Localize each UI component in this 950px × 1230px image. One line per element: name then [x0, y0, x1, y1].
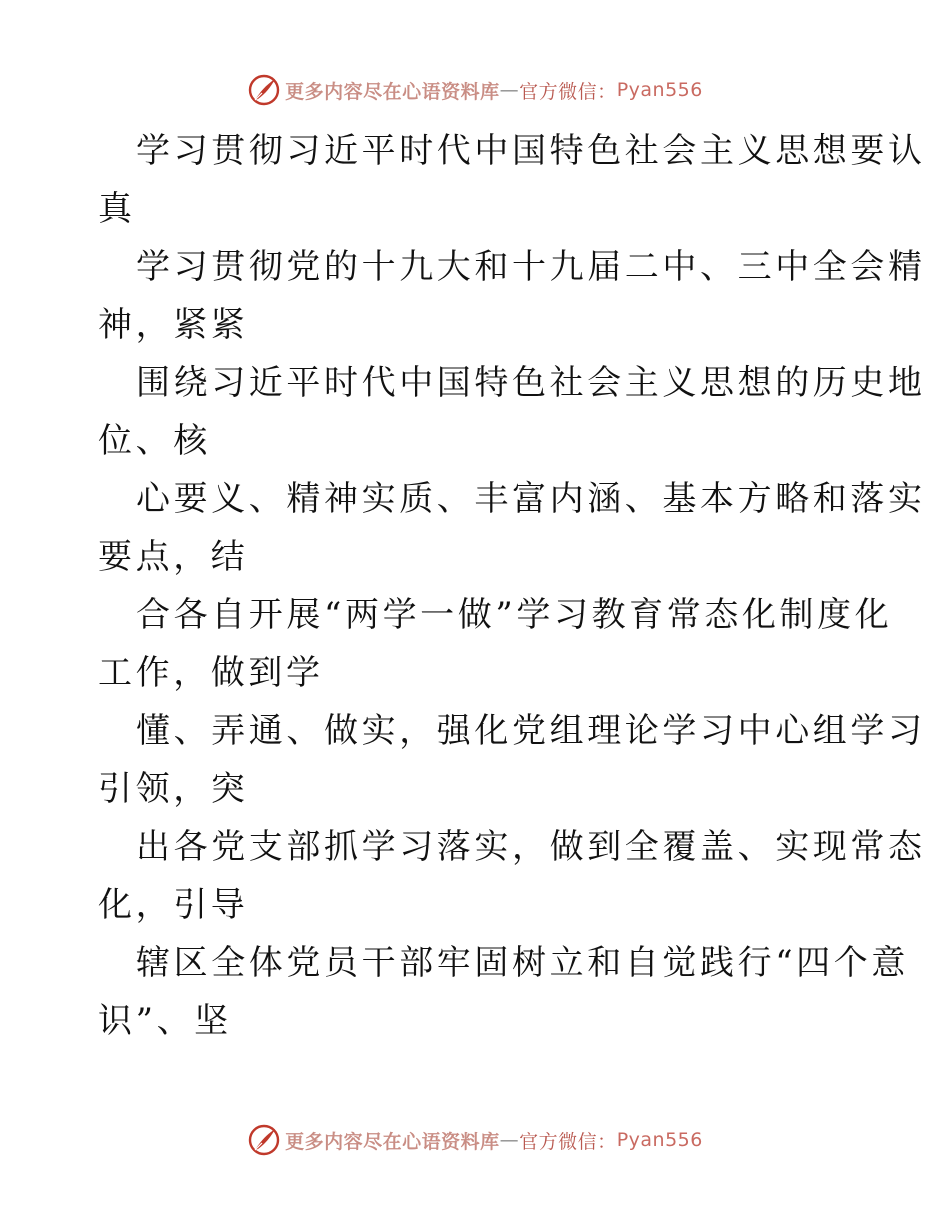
text-line: 真 [98, 189, 136, 229]
quill-pen-icon [247, 73, 281, 107]
header-wechat-account: Pyan556 [616, 79, 703, 101]
footer-banner [0, 1123, 950, 1157]
text-line: 合各自开展“两学一做”学习教育常态化制度化 [136, 595, 893, 635]
text-line: 学习贯彻习近平时代中国特色社会主义思想要认 [136, 131, 926, 171]
footer-title: 更多内容尽在心语资料库 [285, 1130, 500, 1153]
text-line: 学习贯彻党的十九大和十九届二中、三中全会精 [136, 247, 926, 287]
text-line: 引领，突 [98, 769, 249, 809]
text-line: 围绕习近平时代中国特色社会主义思想的历史地 [136, 363, 926, 403]
text-line: 位、核 [98, 421, 211, 461]
body-text [98, 122, 926, 1050]
header-wechat-label: 官方微信： [519, 80, 617, 103]
text-line: 要点，结 [98, 537, 249, 577]
footer-separator: — [499, 1129, 520, 1151]
text-line: 懂、弄通、做实，强化党组理论学习中心组学习 [136, 711, 926, 751]
text-line: 工作，做到学 [98, 653, 324, 693]
text-line: 出各党支部抓学习落实，做到全覆盖、实现常态 [136, 827, 926, 867]
text-line: 辖区全体党员干部牢固树立和自觉践行“四个意 [136, 943, 909, 983]
header-banner [0, 73, 950, 107]
footer-wechat-account: Pyan556 [616, 1129, 703, 1151]
text-line: 化，引导 [98, 885, 249, 925]
header-title: 更多内容尽在心语资料库 [285, 80, 500, 103]
footer-wechat-label: 官方微信： [519, 1130, 617, 1153]
text-line: 识”、坚 [98, 1001, 232, 1041]
text-line: 神，紧紧 [98, 305, 249, 345]
text-line: 心要义、精神实质、丰富内涵、基本方略和落实 [136, 479, 926, 519]
quill-pen-icon [247, 1123, 281, 1157]
header-separator: — [499, 79, 520, 101]
